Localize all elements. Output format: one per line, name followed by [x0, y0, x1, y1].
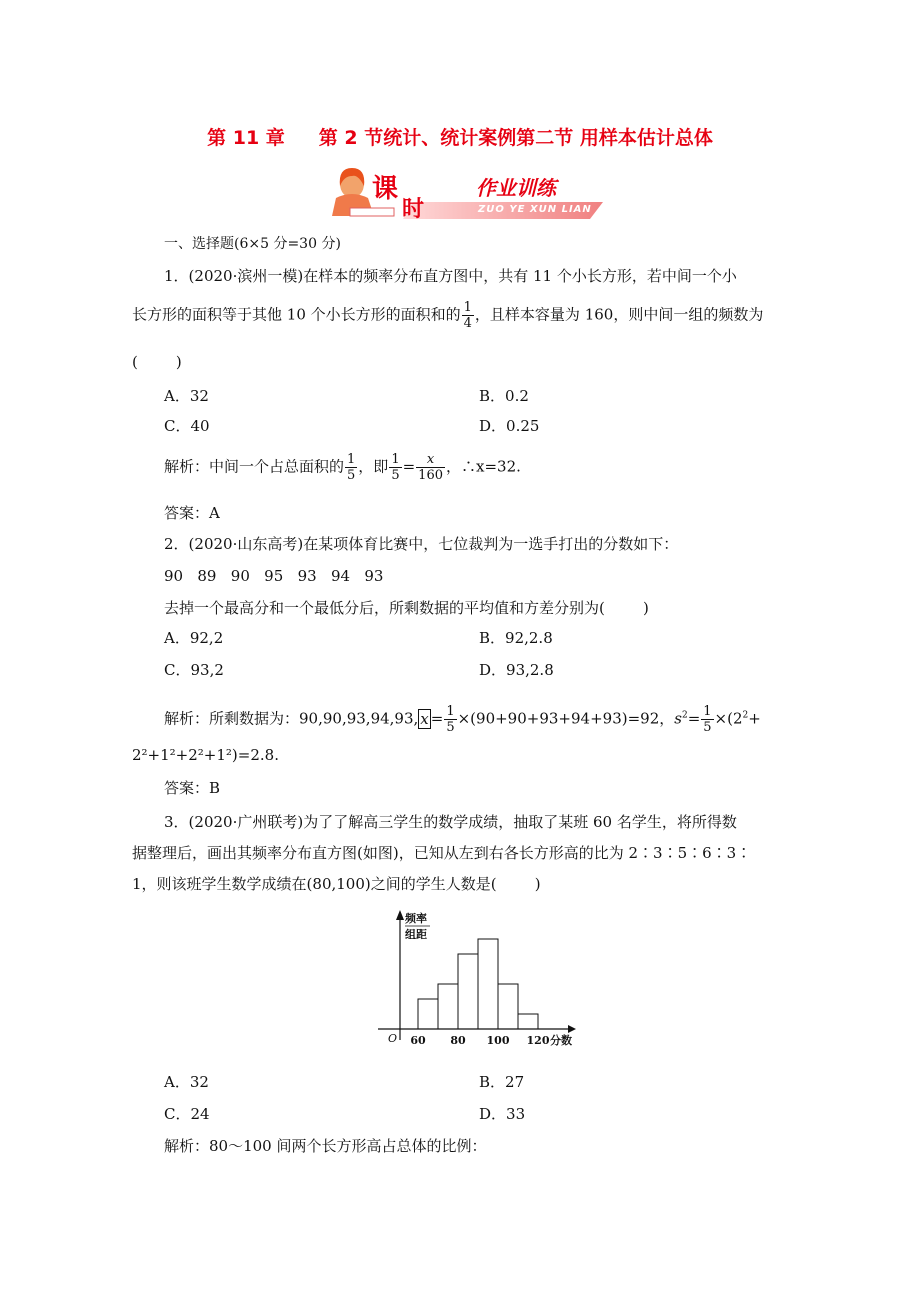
- q1-line2-post: ，且样本容量为 160，则中间一组的频数为: [474, 305, 764, 324]
- q1-paren-open: (: [132, 353, 138, 371]
- q1-sol-frac2: [389, 452, 401, 483]
- x-tick-label: 80: [450, 1034, 466, 1047]
- q3-option-c: C．24: [164, 1105, 210, 1123]
- q2-frac1: [444, 704, 456, 735]
- q1-sol-pre: 解析：中间一个占总面积的: [164, 457, 345, 476]
- q2-frac2: [701, 704, 713, 735]
- banner-char-ke: 课: [372, 174, 399, 204]
- q3-line1: 3．(2020·广州联考)为了了解高三学生的数学成绩，抽取了某班 60 名学生，将所得数: [164, 813, 737, 831]
- frequency-histogram: [370, 904, 590, 1056]
- y-label-top: 频率: [405, 912, 427, 925]
- q1-sol-eq: =: [402, 457, 416, 476]
- x-tick-label: 60: [410, 1034, 426, 1047]
- histogram-bar: [498, 984, 518, 1029]
- q1-solution: [164, 452, 521, 483]
- q2-frac2-num: 1: [703, 704, 712, 719]
- x-tick-label: 120: [526, 1034, 550, 1047]
- q2-sol-sup: 2: [742, 710, 749, 721]
- origin-label: O: [388, 1032, 398, 1045]
- q2-eq2: =: [687, 709, 701, 728]
- histogram-ticks: [410, 1034, 549, 1047]
- histogram-bars: [418, 939, 538, 1029]
- x-axis-arrow: [568, 1025, 576, 1033]
- q2-s-sup: 2: [681, 710, 688, 721]
- q1-sol-frac1-den: 5: [347, 468, 356, 483]
- q1-line1: 1．(2020·滨州一模)在样本的频率分布直方图中，共有 11 个小长方形，若中间一个小: [164, 267, 737, 285]
- q2-sol-plus: +: [748, 709, 761, 728]
- q2-xbar-var: x: [420, 709, 429, 728]
- q2-option-d: D．93,2.8: [479, 661, 554, 679]
- y-axis-arrow: [396, 910, 404, 920]
- q3-option-d: D．33: [479, 1105, 526, 1123]
- banner-char-shi: 时: [402, 197, 425, 222]
- histogram-bar: [438, 984, 458, 1029]
- histogram-bar: [478, 939, 498, 1029]
- q1-sol-frac2-den: 5: [391, 468, 400, 483]
- q2-option-c: C．93,2: [164, 661, 224, 679]
- q1-sol-mid: ，即: [358, 457, 389, 476]
- q1-line2-pre: 长方形的面积等于其他 10 个小长方形的面积和的: [132, 305, 461, 324]
- q2-s-var: s: [674, 709, 682, 728]
- x-axis-label: 分数: [550, 1034, 572, 1047]
- q1-answer: 答案：A: [164, 504, 220, 522]
- q1-sol-frac3-num: [416, 452, 445, 468]
- q3-line2: 据整理后，画出其频率分布直方图(如图)，已知从左到右各长方形高的比为 2∶3∶5∶6∶3∶: [132, 844, 752, 862]
- q1-option-d: D．0.25: [479, 417, 540, 435]
- y-label-bottom: 组距: [405, 928, 427, 941]
- q1-sol-frac1-num: 1: [347, 452, 356, 467]
- q1-option-a: A．32: [164, 387, 209, 405]
- q2-option-b: B．92,2.8: [479, 629, 553, 647]
- q1-sol-var-x: x: [426, 452, 435, 467]
- q2-scores: 90 89 90 95 93 94 93: [164, 567, 384, 585]
- q1-paren-close: ): [175, 353, 182, 371]
- q1-frac-num: 1: [463, 300, 472, 315]
- banner-pinyin: ZUO YE XUN LIAN: [478, 204, 592, 215]
- q2-frac2-den: 5: [703, 720, 712, 735]
- page-title: [0, 123, 920, 150]
- q2-sol-mid: ×(90+90+93+94+93)=92，: [457, 709, 675, 728]
- x-tick-label: 100: [486, 1034, 510, 1047]
- q3-option-b: B．27: [479, 1073, 525, 1091]
- q1-sol-frac3: [416, 452, 445, 483]
- q2-option-a: A．92,2: [164, 629, 224, 647]
- histogram-bar: [458, 954, 478, 1029]
- q2-solution: [164, 704, 761, 735]
- q1-sol-frac3-den: 160: [418, 468, 443, 483]
- q2-line3: 去掉一个最高分和一个最低分后，所剩数据的平均值和方差分别为( ): [164, 599, 649, 617]
- q2-answer: 答案：B: [164, 779, 221, 797]
- q2-eq1: =: [430, 709, 444, 728]
- chapter-label: 第 11 章: [207, 127, 285, 149]
- q1-sol-frac2-num: 1: [391, 452, 400, 467]
- q2-solution-line2: 2²+1²+2²+1²)=2.8.: [132, 746, 279, 764]
- q1-option-c: C．40: [164, 417, 210, 435]
- q2-frac1-den: 5: [446, 720, 455, 735]
- banner-cursive: 作业训练: [476, 176, 556, 200]
- q3-solution: 解析：80～100 间两个长方形高占总体的比例：: [164, 1137, 487, 1155]
- q1-line2: [132, 300, 763, 331]
- q2-xbar: [418, 709, 430, 729]
- q3-option-a: A．32: [164, 1073, 209, 1091]
- q2-sol-tail: ×(2: [714, 709, 743, 728]
- section-label: 第 2 节统计、统计案例第二节 用样本估计总体: [318, 127, 713, 149]
- histogram-bar: [518, 1014, 538, 1029]
- q3-line3: 1，则该班学生数学成绩在(80,100)之间的学生人数是( ): [132, 875, 541, 893]
- q1-answer-paren: [132, 352, 182, 372]
- q2-line1: 2．(2020·山东高考)在某项体育比赛中，七位裁判为一选手打出的分数如下：: [164, 535, 679, 553]
- q1-frac-den: 4: [463, 316, 472, 331]
- q1-sol-frac1: [345, 452, 357, 483]
- histogram-bar: [418, 999, 438, 1029]
- q1-sol-post: ，∴x=32.: [446, 457, 521, 476]
- q2-sol-pre: 解析：所剩数据为：90,90,93,94,93,: [164, 709, 419, 728]
- homework-banner: [328, 164, 608, 222]
- q1-option-b: B．0.2: [479, 387, 529, 405]
- q2-frac1-num: 1: [446, 704, 455, 719]
- section-heading: 一、选择题(6×5 分=30 分): [164, 236, 341, 252]
- q1-fraction: [462, 300, 474, 331]
